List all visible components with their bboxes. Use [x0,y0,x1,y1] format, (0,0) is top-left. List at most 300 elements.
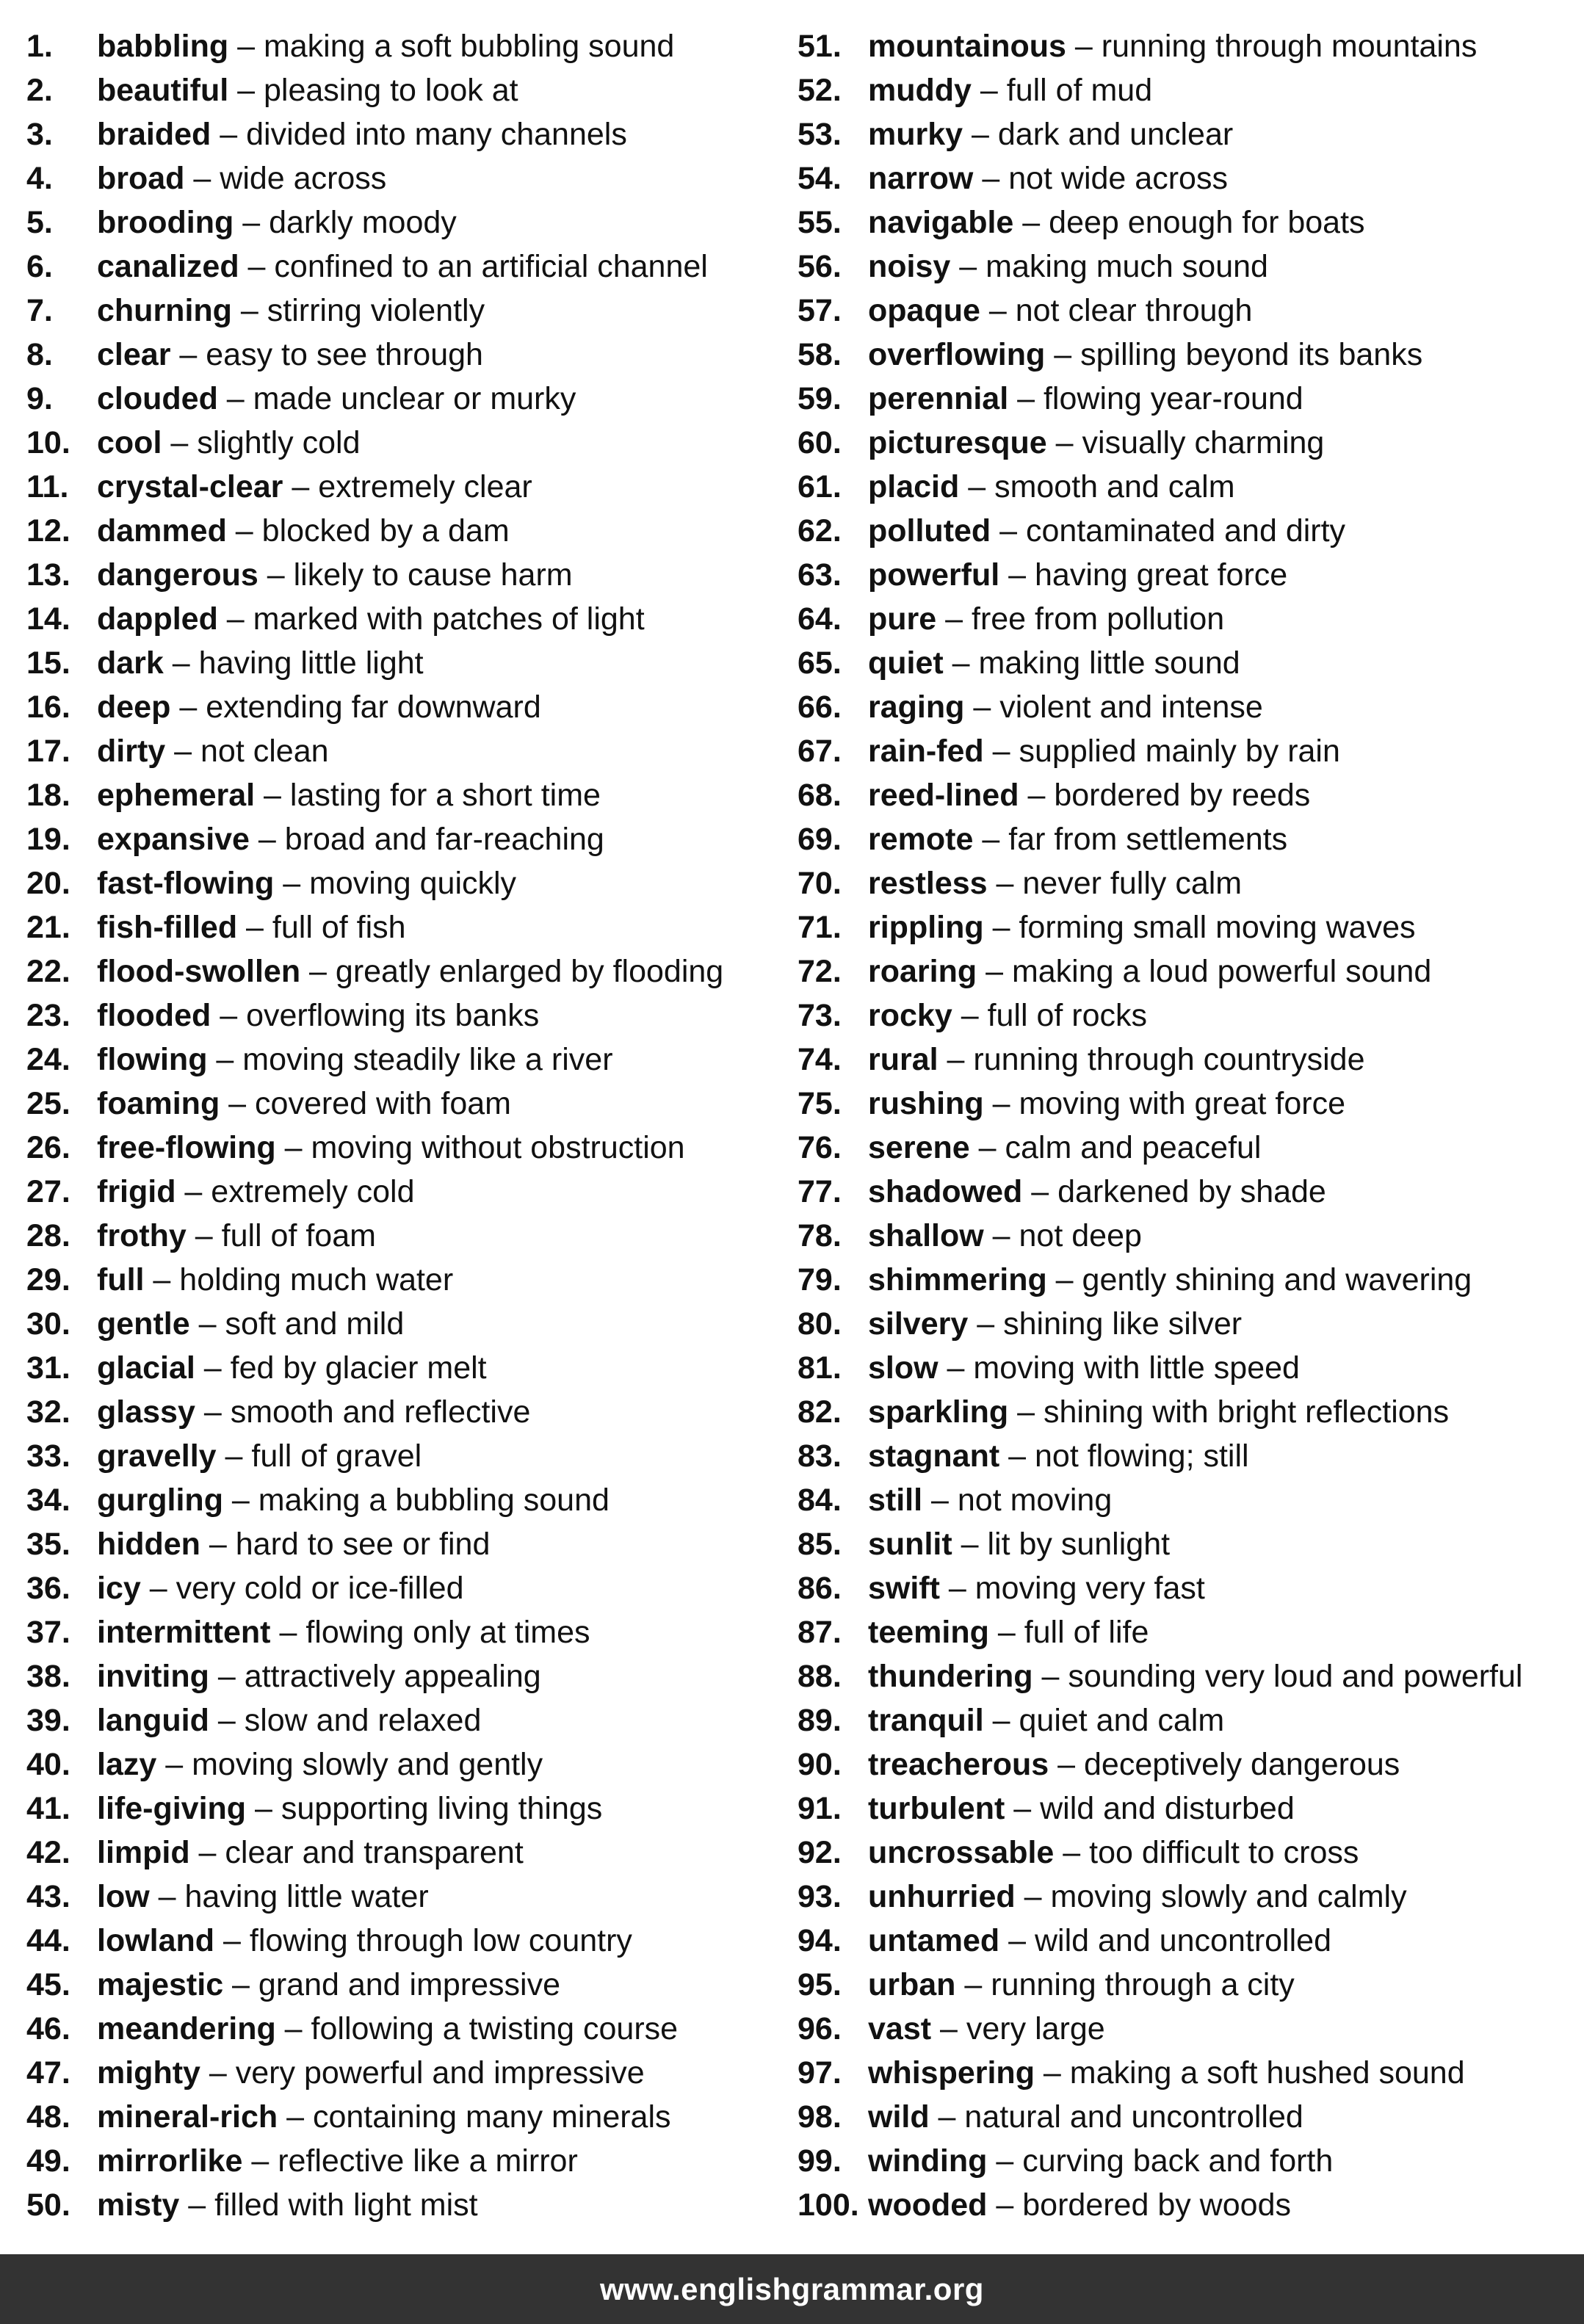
entry-number: 57. [798,293,842,328]
entry-number: 77. [798,1174,842,1209]
entry-definition: moving quickly [309,866,517,901]
entry-separator: – [1054,1835,1090,1870]
entry-word: churning [97,293,232,328]
list-item [798,1654,1561,1698]
list-item [798,2051,1561,2095]
entry-word: languid [97,1703,209,1738]
list-item [26,2183,798,2227]
entry-word: sunlit [868,1527,952,1562]
entry-word: dirty [97,734,166,769]
entry-separator: – [968,1306,1004,1342]
entry-number: 36. [26,1571,70,1606]
word-list-column-right [798,24,1561,2227]
entry-word: placid [868,469,960,504]
entry-number: 59. [798,381,842,416]
entry-word: gentle [97,1306,190,1342]
entry-word: polluted [868,513,991,549]
entry-separator: – [228,29,264,64]
entry-definition: easy to see through [206,337,483,372]
entry-definition: deceptively dangerous [1083,1747,1400,1782]
entry-word: mineral-rich [97,2099,278,2135]
entry-word: lazy [97,1747,157,1782]
list-item [798,112,1561,156]
entry-separator: – [162,425,198,460]
entry-definition: having great force [1034,557,1288,593]
entry-definition: not clear through [1015,293,1253,328]
entry-separator: – [186,1218,222,1253]
entry-definition: lasting for a short time [289,778,601,813]
entry-word: raging [868,689,965,725]
entry-number: 26. [26,1130,70,1165]
entry-separator: – [1008,1394,1044,1430]
list-item [798,200,1561,245]
entry-separator: – [275,1130,311,1165]
entry-word: shadowed [868,1174,1023,1209]
entry-separator: – [988,1615,1024,1650]
entry-definition: supporting living things [281,1791,603,1826]
entry-number: 51. [798,29,842,64]
entry-definition: clear and transparent [225,1835,524,1870]
entry-number: 27. [26,1174,70,1209]
entry-definition: smooth and reflective [230,1394,531,1430]
entry-definition: extremely clear [318,469,532,504]
entry-word: clouded [97,381,218,416]
entry-number: 69. [798,822,842,857]
entry-number: 39. [26,1703,70,1738]
entry-definition: divided into many channels [246,117,627,152]
entry-separator: – [211,117,247,152]
entry-word: flood-swollen [97,954,301,989]
entry-definition: making a soft bubbling sound [263,29,675,64]
list-item [798,1522,1561,1566]
entry-definition: far from settlements [1008,822,1288,857]
entry-word: deep [97,689,171,725]
entry-word: majestic [97,1967,224,2002]
entry-word: braided [97,117,211,152]
list-item [26,245,798,289]
entry-definition: not deep [1019,1218,1142,1253]
list-item [26,905,798,949]
entry-separator: – [983,734,1019,769]
entry-definition: not wide across [1008,161,1228,196]
entry-number: 17. [26,734,70,769]
list-item [798,1346,1561,1390]
list-item [798,1875,1561,1919]
list-item [26,465,798,509]
list-item [798,1963,1561,2007]
entry-number: 46. [26,2011,70,2046]
entry-number: 98. [798,2099,842,2135]
entry-definition: very large [966,2011,1105,2046]
entry-definition: running through a city [991,1967,1295,2002]
list-item [798,1610,1561,1654]
entry-definition: darkly moody [269,205,457,240]
entry-number: 3. [26,117,53,152]
entry-word: crystal-clear [97,469,283,504]
entry-word: intermittent [97,1615,271,1650]
entry-definition: holding much water [179,1262,454,1297]
entry-number: 19. [26,822,70,857]
entry-word: murky [868,117,963,152]
list-item [798,509,1561,553]
entry-separator: – [983,910,1019,945]
entry-separator: – [217,601,253,637]
list-item [798,1258,1561,1302]
entry-number: 30. [26,1306,70,1342]
entry-definition: bordered by woods [1022,2187,1291,2223]
entry-word: low [97,1879,150,1914]
entry-number: 29. [26,1262,70,1297]
entry-definition: dark and unclear [997,117,1234,152]
list-item [798,1082,1561,1126]
entry-definition: very powerful and impressive [235,2055,645,2090]
entry-number: 58. [798,337,842,372]
entry-separator: – [231,293,267,328]
entry-word: shimmering [868,1262,1047,1297]
entry-number: 89. [798,1703,842,1738]
entry-word: hidden [97,1527,200,1562]
entry-separator: – [959,469,995,504]
entry-number: 99. [798,2143,842,2179]
list-item [798,861,1561,905]
list-item [798,1919,1561,1963]
entry-definition: gently shining and wavering [1082,1262,1472,1297]
entry-word: silvery [868,1306,969,1342]
entry-separator: – [1005,1791,1041,1826]
entry-word: limpid [97,1835,190,1870]
entry-word: teeming [868,1615,989,1650]
entry-word: thundering [868,1659,1033,1694]
entry-definition: full of mud [1006,73,1153,108]
entry-definition: making much sound [986,249,1268,284]
list-item [798,2007,1561,2051]
entry-separator: – [983,1086,1019,1121]
entry-separator: – [223,1967,258,2002]
entry-number: 22. [26,954,70,989]
list-item [798,1434,1561,1478]
entry-number: 83. [798,1438,842,1474]
entry-separator: – [226,513,262,549]
entry-definition: stirring violently [267,293,485,328]
entry-definition: deep enough for boats [1049,205,1365,240]
list-item [26,1302,798,1346]
entry-word: dappled [97,601,218,637]
entry-number: 86. [798,1571,842,1606]
entry-number: 45. [26,1967,70,2002]
entry-word: remote [868,822,974,857]
entry-number: 79. [798,1262,842,1297]
entry-separator: – [973,161,1009,196]
entry-separator: – [207,1042,243,1077]
entry-word: swift [868,1571,940,1606]
entry-definition: moving very fast [974,1571,1205,1606]
footer-bar [0,2254,1584,2324]
entry-separator: – [170,337,206,372]
list-item [26,1170,798,1214]
entry-number: 2. [26,73,53,108]
list-item [798,1742,1561,1787]
entry-separator: – [270,1615,306,1650]
entry-definition: covered with foam [255,1086,511,1121]
entry-separator: – [1066,29,1102,64]
entry-word: slow [868,1350,939,1386]
entry-definition: full of life [1024,1615,1149,1650]
entry-definition: blocked by a dam [261,513,510,549]
entry-word: mirrorlike [97,2143,243,2179]
list-item [26,949,798,993]
entry-number: 73. [798,998,842,1033]
entry-definition: never fully calm [1022,866,1243,901]
entry-definition: attractively appealing [244,1659,541,1694]
entry-word: wooded [868,2187,988,2223]
entry-separator: – [952,998,988,1033]
entry-word: rippling [868,910,984,945]
entry-number: 92. [798,1835,842,1870]
list-item [798,641,1561,685]
entry-number: 56. [798,249,842,284]
entry-word: dark [97,645,164,681]
entry-number: 97. [798,2055,842,2090]
list-item [26,1566,798,1610]
entry-definition: running through countryside [973,1042,1365,1077]
entry-word: broad [97,161,185,196]
list-item [798,685,1561,729]
entry-number: 72. [798,954,842,989]
list-item [26,421,798,465]
entry-word: rural [868,1042,939,1077]
entry-word: restless [868,866,988,901]
entry-number: 67. [798,734,842,769]
entry-word: glassy [97,1394,195,1430]
entry-definition: overflowing its banks [246,998,540,1033]
entry-separator: – [237,910,272,945]
entry-separator: – [969,1130,1005,1165]
entry-number: 18. [26,778,70,813]
entry-number: 88. [798,1659,842,1694]
entry-number: 20. [26,866,70,901]
footer-website: www.englishgrammar.org [600,2271,984,2306]
entry-definition: having little water [184,1879,429,1914]
entry-separator: – [274,866,310,901]
entry-separator: – [987,866,1023,901]
entry-separator: – [999,1438,1035,1474]
entry-definition: grand and impressive [258,1967,561,2002]
list-item [26,1082,798,1126]
entry-separator: – [217,381,253,416]
list-item [798,156,1561,200]
list-item [26,2139,798,2183]
entry-definition: not flowing; still [1035,1438,1249,1474]
entry-separator: – [242,2143,278,2179]
entry-separator: – [987,2143,1023,2179]
entry-number: 10. [26,425,70,460]
entry-separator: – [223,1483,258,1518]
entry-separator: – [952,1527,988,1562]
entry-word: navigable [868,205,1014,240]
entry-number: 43. [26,1879,70,1914]
entry-number: 53. [798,117,842,152]
list-item [26,597,798,641]
entry-word: roaring [868,954,977,989]
entry-word: untamed [868,1923,1000,1958]
entry-number: 71. [798,910,842,945]
list-item [798,553,1561,597]
list-item [798,24,1561,68]
entry-definition: smooth and calm [994,469,1235,504]
entry-word: unhurried [868,1879,1016,1914]
entry-number: 82. [798,1394,842,1430]
list-item [798,68,1561,112]
entry-definition: visually charming [1082,425,1325,460]
entry-number: 81. [798,1350,842,1386]
entry-definition: wild and uncontrolled [1035,1923,1331,1958]
entry-word: stagnant [868,1438,1000,1474]
entry-definition: forming small moving waves [1019,910,1416,945]
entry-word: full [97,1262,145,1297]
list-item [26,817,798,861]
list-item [798,1390,1561,1434]
list-item [26,2095,798,2139]
entry-definition: spilling beyond its banks [1080,337,1423,372]
entry-definition: pleasing to look at [263,73,518,108]
entry-definition: violent and intense [999,689,1263,725]
entry-separator: – [165,734,200,769]
entry-word: frothy [97,1218,187,1253]
entry-word: vast [868,2011,932,2046]
list-item [26,993,798,1038]
entry-word: sparkling [868,1394,1009,1430]
entry-word: foaming [97,1086,220,1121]
entry-number: 70. [798,866,842,901]
entry-number: 63. [798,557,842,593]
entry-word: flooded [97,998,211,1033]
entry-separator: – [255,778,290,813]
entry-word: rocky [868,998,952,1033]
entry-separator: – [1049,1747,1084,1782]
entry-definition: not moving [957,1483,1113,1518]
list-item [798,1566,1561,1610]
entry-definition: bordered by reeds [1054,778,1311,813]
entry-definition: filled with light mist [214,2187,478,2223]
entry-separator: – [275,2011,311,2046]
entry-word: expansive [97,822,250,857]
list-item [798,289,1561,333]
entry-number: 38. [26,1659,70,1694]
entry-number: 12. [26,513,70,549]
entry-separator: – [228,73,264,108]
entry-separator: – [184,161,220,196]
list-item [26,1742,798,1787]
list-item [26,861,798,905]
entry-separator: – [278,2099,313,2135]
list-item [798,1787,1561,1831]
entry-separator: – [999,557,1035,593]
entry-definition: slightly cold [197,425,361,460]
entry-definition: confined to an artificial channel [274,249,708,284]
entry-word: wild [868,2099,930,2135]
entry-separator: – [209,1659,245,1694]
entry-number: 32. [26,1394,70,1430]
entry-number: 44. [26,1923,70,1958]
entry-word: beautiful [97,73,229,108]
entry-number: 4. [26,161,53,196]
entry-word: ephemeral [97,778,256,813]
entry-word: reed-lined [868,778,1019,813]
list-item [798,993,1561,1038]
entry-separator: – [246,1791,281,1826]
entry-separator: – [176,1174,211,1209]
entry-separator: – [950,249,986,284]
entry-word: muddy [868,73,972,108]
entry-word: pure [868,601,937,637]
list-item [26,1390,798,1434]
list-item [26,1698,798,1742]
list-item [26,1434,798,1478]
entry-separator: – [963,117,998,152]
entry-definition: moving with great force [1019,1086,1346,1121]
entry-number: 87. [798,1615,842,1650]
entry-definition: soft and mild [225,1306,405,1342]
entry-definition: full of rocks [987,998,1148,1033]
list-item [26,1963,798,2007]
entry-word: glacial [97,1350,195,1386]
list-item [798,2139,1561,2183]
list-item [26,553,798,597]
entry-separator: – [936,601,972,637]
entry-number: 42. [26,1835,70,1870]
list-item [26,2051,798,2095]
entry-definition: sounding very loud and powerful [1068,1659,1523,1694]
entry-number: 68. [798,778,842,813]
entry-word: misty [97,2187,180,2223]
entry-number: 25. [26,1086,70,1121]
entry-separator: – [1046,1262,1082,1297]
entry-word: fish-filled [97,910,238,945]
list-item [26,773,798,817]
entry-number: 76. [798,1130,842,1165]
entry-word: babbling [97,29,229,64]
entry-word: uncrossable [868,1835,1055,1870]
entry-number: 95. [798,1967,842,2002]
entry-definition: running through mountains [1101,29,1478,64]
entry-separator: – [1033,1659,1068,1694]
list-item [26,24,798,68]
entry-separator: – [1046,425,1082,460]
entry-word: gurgling [97,1483,223,1518]
entry-number: 28. [26,1218,70,1253]
list-item [26,1126,798,1170]
entry-separator: – [234,205,270,240]
entry-word: quiet [868,645,944,681]
entry-separator: – [983,1703,1019,1738]
entry-definition: lit by sunlight [987,1527,1171,1562]
entry-number: 31. [26,1350,70,1386]
list-item [798,773,1561,817]
entry-separator: – [987,2187,1023,2223]
entry-word: meandering [97,2011,276,2046]
entry-definition: containing many minerals [312,2099,671,2135]
entry-separator: – [1019,778,1055,813]
entry-separator: – [220,1086,256,1121]
entry-definition: too difficult to cross [1089,1835,1359,1870]
entry-word: free-flowing [97,1130,276,1165]
list-item [26,1831,798,1875]
entry-separator: – [943,645,979,681]
entry-number: 21. [26,910,70,945]
list-item [798,2095,1561,2139]
entry-definition: full of gravel [251,1438,422,1474]
list-item [26,1610,798,1654]
